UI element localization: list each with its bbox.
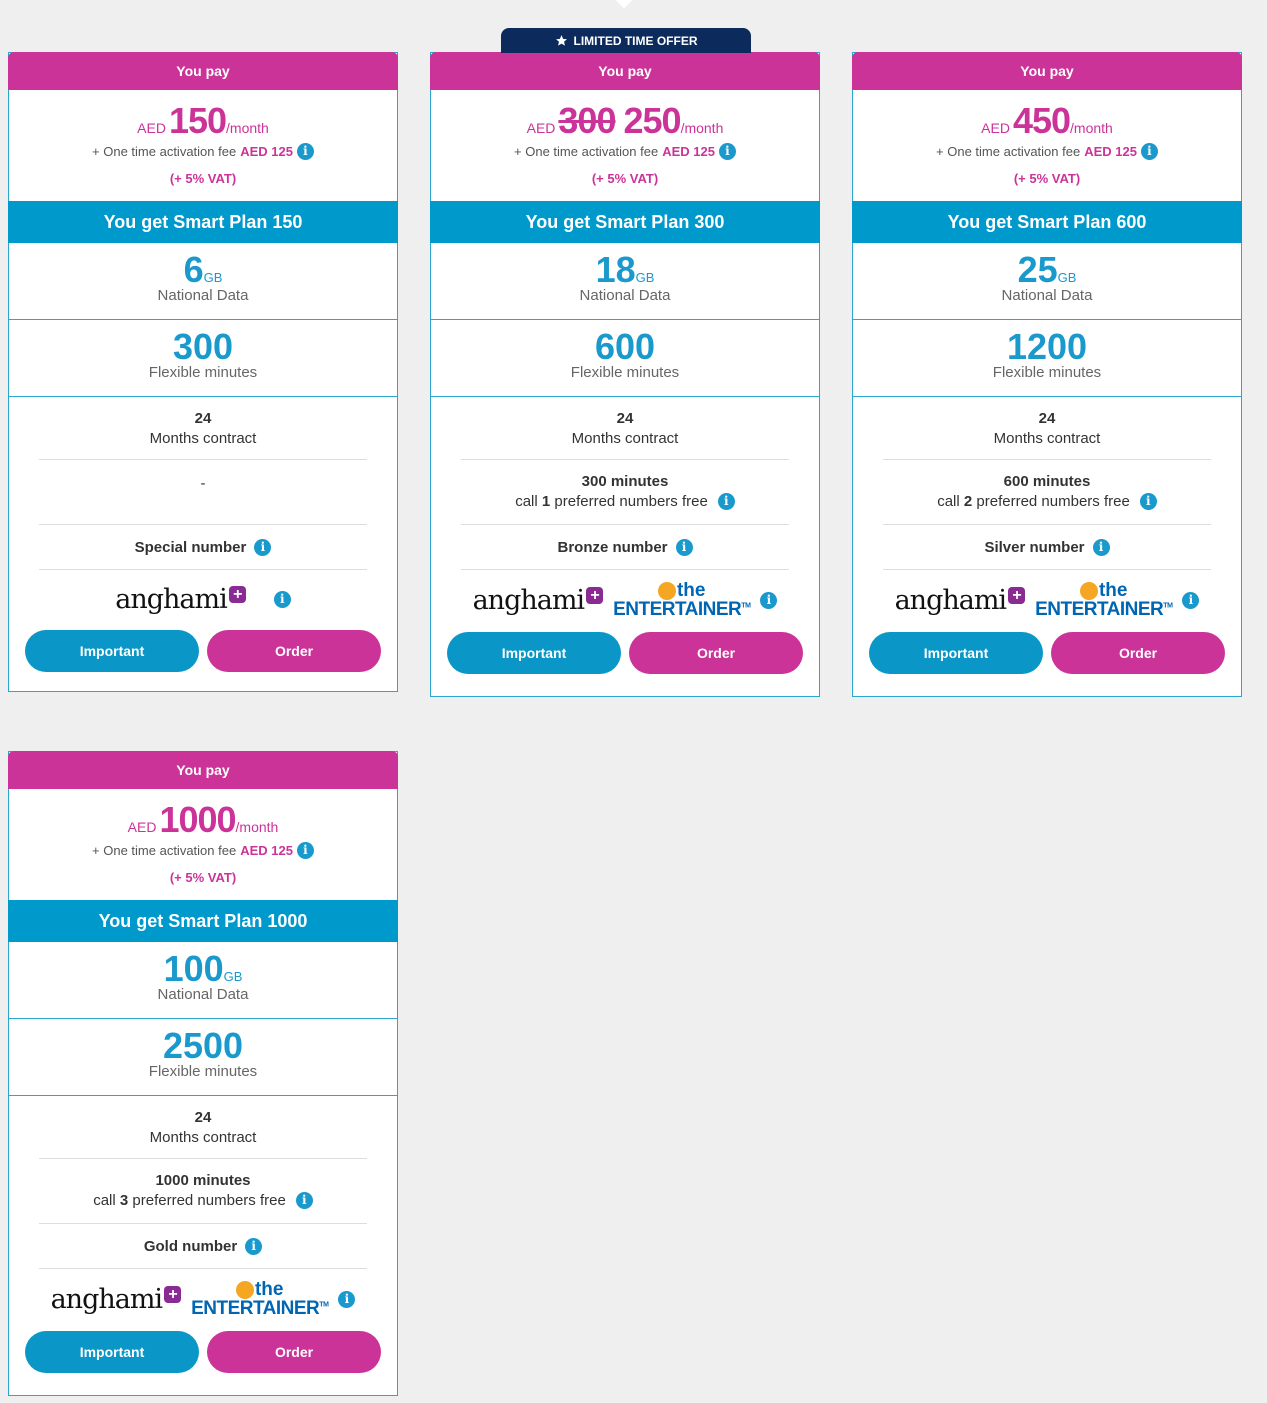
info-icon[interactable]: i [338,1291,355,1308]
actions [9,1329,397,1389]
minutes-value: 1200 [1006,326,1088,367]
old-price: 300 [558,100,616,141]
entertainer-top [658,581,706,600]
preferred-minutes: 600 minutes [1003,473,1091,490]
call-word: call [93,1192,116,1209]
preferred-text [515,493,708,510]
plan-card-1000 [8,751,398,1396]
trademark: TM [1163,602,1173,610]
preferred-minutes: 1000 minutes [155,1172,251,1189]
data-stat [9,243,397,320]
per-month: /month [226,120,269,136]
number-tier: Gold number [143,1237,238,1255]
number-tier: Special number [134,538,247,556]
smiley-icon [236,1281,254,1299]
info-icon[interactable]: i [719,143,736,160]
info-icon[interactable]: i [718,493,735,510]
data-value: 6 [183,249,204,290]
number-row [39,1224,367,1269]
contract-row [883,397,1211,460]
entertainer-name: ENTERTAINER [613,599,742,620]
smiley-icon [1080,582,1098,600]
fee-text: + One time activation fee [92,843,237,858]
preferred-text [937,493,1130,510]
important-button[interactable]: Important [869,632,1043,674]
number-tier: Bronze number [557,538,668,556]
you-pay-header: You pay [8,751,398,789]
info-icon[interactable]: i [1093,539,1110,556]
apps-row [869,570,1225,630]
price-box [853,90,1241,201]
plan-card-150 [8,52,398,692]
apps-row [25,1269,381,1329]
data-unit: GB [223,969,243,984]
contract-label: Months contract [149,430,257,447]
data-label: National Data [157,986,249,1003]
fee-amount: AED 125 [1084,144,1137,159]
plan-title: You get Smart Plan 300 [430,201,820,243]
preferred-count: 2 [963,493,973,510]
fee-text: + One time activation fee [514,144,659,159]
info-icon[interactable]: i [296,1192,313,1209]
preferred-line [39,1192,367,1209]
data-unit: GB [1057,270,1077,285]
preferred-line [883,493,1211,510]
currency: AED [127,819,157,835]
info-icon[interactable]: i [760,592,777,609]
minutes-stat [431,320,819,397]
anghami-plus-icon: + [164,1286,181,1303]
data-value: 18 [595,249,636,290]
minutes-stat [9,1019,397,1096]
price-box [9,789,397,900]
per-month: /month [1070,120,1113,136]
anghami-logo [115,584,246,615]
info-icon[interactable]: i [1182,592,1199,609]
entertainer-name-wrap [1035,600,1172,619]
currency: AED [137,120,166,136]
minutes-value: 2500 [162,1025,244,1066]
price-row [853,100,1241,142]
apps-row [447,570,803,630]
anghami-logo [51,1284,182,1315]
call-word: call [937,493,960,510]
offer-text: LIMITED TIME OFFER [573,33,698,48]
entertainer-logo [613,581,750,619]
actions [9,628,397,688]
fee-amount: AED 125 [240,843,293,858]
price-box [431,90,819,201]
info-icon[interactable]: i [274,591,291,608]
currency: AED [981,120,1010,136]
contract-row [39,397,367,460]
you-pay-header: You pay [8,52,398,90]
info-icon[interactable]: i [245,1238,262,1255]
contract-months: 24 [616,410,634,427]
limited-offer-badge [501,28,751,53]
activation-fee [853,143,1241,160]
contract-row [461,397,789,460]
anghami-text: anghami [894,584,1007,616]
number-row [461,525,789,570]
entertainer-name-wrap [613,600,750,619]
vat-note: (+ 5% VAT) [591,171,659,186]
price-amount: 1000 [159,799,236,840]
top-notch [616,0,633,8]
minutes-stat [9,320,397,397]
actions [431,630,819,690]
price-amount: 250 [623,100,681,141]
data-stat [9,942,397,1019]
price-amount: 150 [168,100,227,141]
info-icon[interactable]: i [1140,493,1157,510]
you-pay-header: You pay [430,52,820,90]
entertainer-name-wrap [191,1299,328,1318]
data-unit: GB [203,270,223,285]
preferred-empty: - [200,475,206,492]
minutes-stat [853,320,1241,397]
smiley-icon [658,582,676,600]
minutes-label: Flexible minutes [148,1063,258,1080]
number-tier: Silver number [984,538,1085,556]
vat-note: (+ 5% VAT) [169,171,237,186]
entertainer-the: the [254,1279,284,1300]
activation-fee [9,842,397,859]
minutes-value: 300 [172,326,234,367]
order-button[interactable]: Order [1051,632,1225,674]
entertainer-name: ENTERTAINER [1035,599,1164,620]
preferred-count: 1 [541,493,551,510]
plan-card-300 [430,33,820,697]
apps-row [25,570,381,628]
order-button[interactable]: Order [629,632,803,674]
preferred-count: 3 [119,1192,129,1209]
minutes-value: 600 [594,326,656,367]
data-label: National Data [579,287,671,304]
preferred-minutes: 300 minutes [581,473,669,490]
minutes-label: Flexible minutes [992,364,1102,381]
call-word: call [515,493,538,510]
data-stat [853,243,1241,320]
order-button[interactable]: Order [207,630,381,672]
data-unit: GB [635,270,655,285]
anghami-text: anghami [115,583,227,615]
order-button[interactable]: Order [207,1331,381,1373]
preferred-suffix: preferred numbers free [132,1192,286,1209]
data-value-wrap [431,249,819,291]
fee-text: + One time activation fee [92,144,237,159]
price-row [9,100,397,142]
contract-label: Months contract [993,430,1101,447]
preferred-numbers-row [39,460,367,525]
activation-fee [431,143,819,160]
currency: AED [526,120,556,136]
preferred-numbers-row [39,1159,367,1224]
plan-title: You get Smart Plan 1000 [8,900,398,942]
plan-title: You get Smart Plan 600 [852,201,1242,243]
anghami-logo [473,585,604,616]
anghami-text: anghami [50,1283,163,1315]
entertainer-name: ENTERTAINER [191,1298,320,1319]
minutes-label: Flexible minutes [570,364,680,381]
data-value: 25 [1017,249,1058,290]
info-icon[interactable]: i [297,143,314,160]
fee-text: + One time activation fee [936,144,1081,159]
preferred-text [93,1192,286,1209]
contract-row [39,1096,367,1159]
preferred-suffix: preferred numbers free [976,493,1130,510]
price-row [431,100,819,142]
activation-fee [9,143,397,160]
contract-months: 24 [194,1109,212,1126]
entertainer-the: the [676,580,706,601]
contract-months: 24 [194,410,212,427]
data-value-wrap [853,249,1241,291]
trademark: TM [741,602,751,610]
price-box [9,90,397,201]
plan-card-600 [852,52,1242,697]
trademark: TM [319,1301,329,1309]
info-icon[interactable]: i [297,842,314,859]
contract-label: Months contract [149,1129,257,1146]
info-icon[interactable]: i [676,539,693,556]
contract-label: Months contract [571,430,679,447]
actions [853,630,1241,690]
entertainer-logo [1035,581,1172,619]
fee-amount: AED 125 [662,144,715,159]
info-icon[interactable]: i [1141,143,1158,160]
preferred-line [461,493,789,510]
per-month: /month [680,120,724,136]
entertainer-top [236,1280,284,1299]
anghami-text: anghami [472,584,585,616]
price-amount: 450 [1012,100,1071,141]
fee-amount: AED 125 [240,144,293,159]
entertainer-the: the [1098,580,1128,601]
number-row [883,525,1211,570]
contract-months: 24 [1038,410,1056,427]
anghami-plus-icon: + [586,587,603,604]
number-row [39,525,367,570]
preferred-numbers-row [461,460,789,525]
preferred-suffix: preferred numbers free [554,493,708,510]
data-stat [431,243,819,320]
per-month: /month [235,819,279,835]
price-row [9,799,397,841]
vat-note: (+ 5% VAT) [1013,171,1081,186]
data-value-wrap [9,249,397,291]
data-label: National Data [157,287,249,304]
star-icon [555,34,568,47]
anghami-plus-icon: + [229,586,246,603]
vat-note: (+ 5% VAT) [169,870,237,885]
entertainer-top [1080,581,1128,600]
important-button[interactable]: Important [447,632,621,674]
entertainer-logo [191,1280,328,1318]
important-button[interactable]: Important [25,630,199,672]
you-pay-header: You pay [852,52,1242,90]
plan-title: You get Smart Plan 150 [8,201,398,243]
info-icon[interactable]: i [254,539,271,556]
anghami-logo [895,585,1026,616]
important-button[interactable]: Important [25,1331,199,1373]
anghami-plus-icon: + [1008,587,1025,604]
data-value: 100 [163,948,224,989]
minutes-label: Flexible minutes [148,364,258,381]
data-value-wrap [9,948,397,990]
preferred-numbers-row [883,460,1211,525]
data-label: National Data [1001,287,1093,304]
